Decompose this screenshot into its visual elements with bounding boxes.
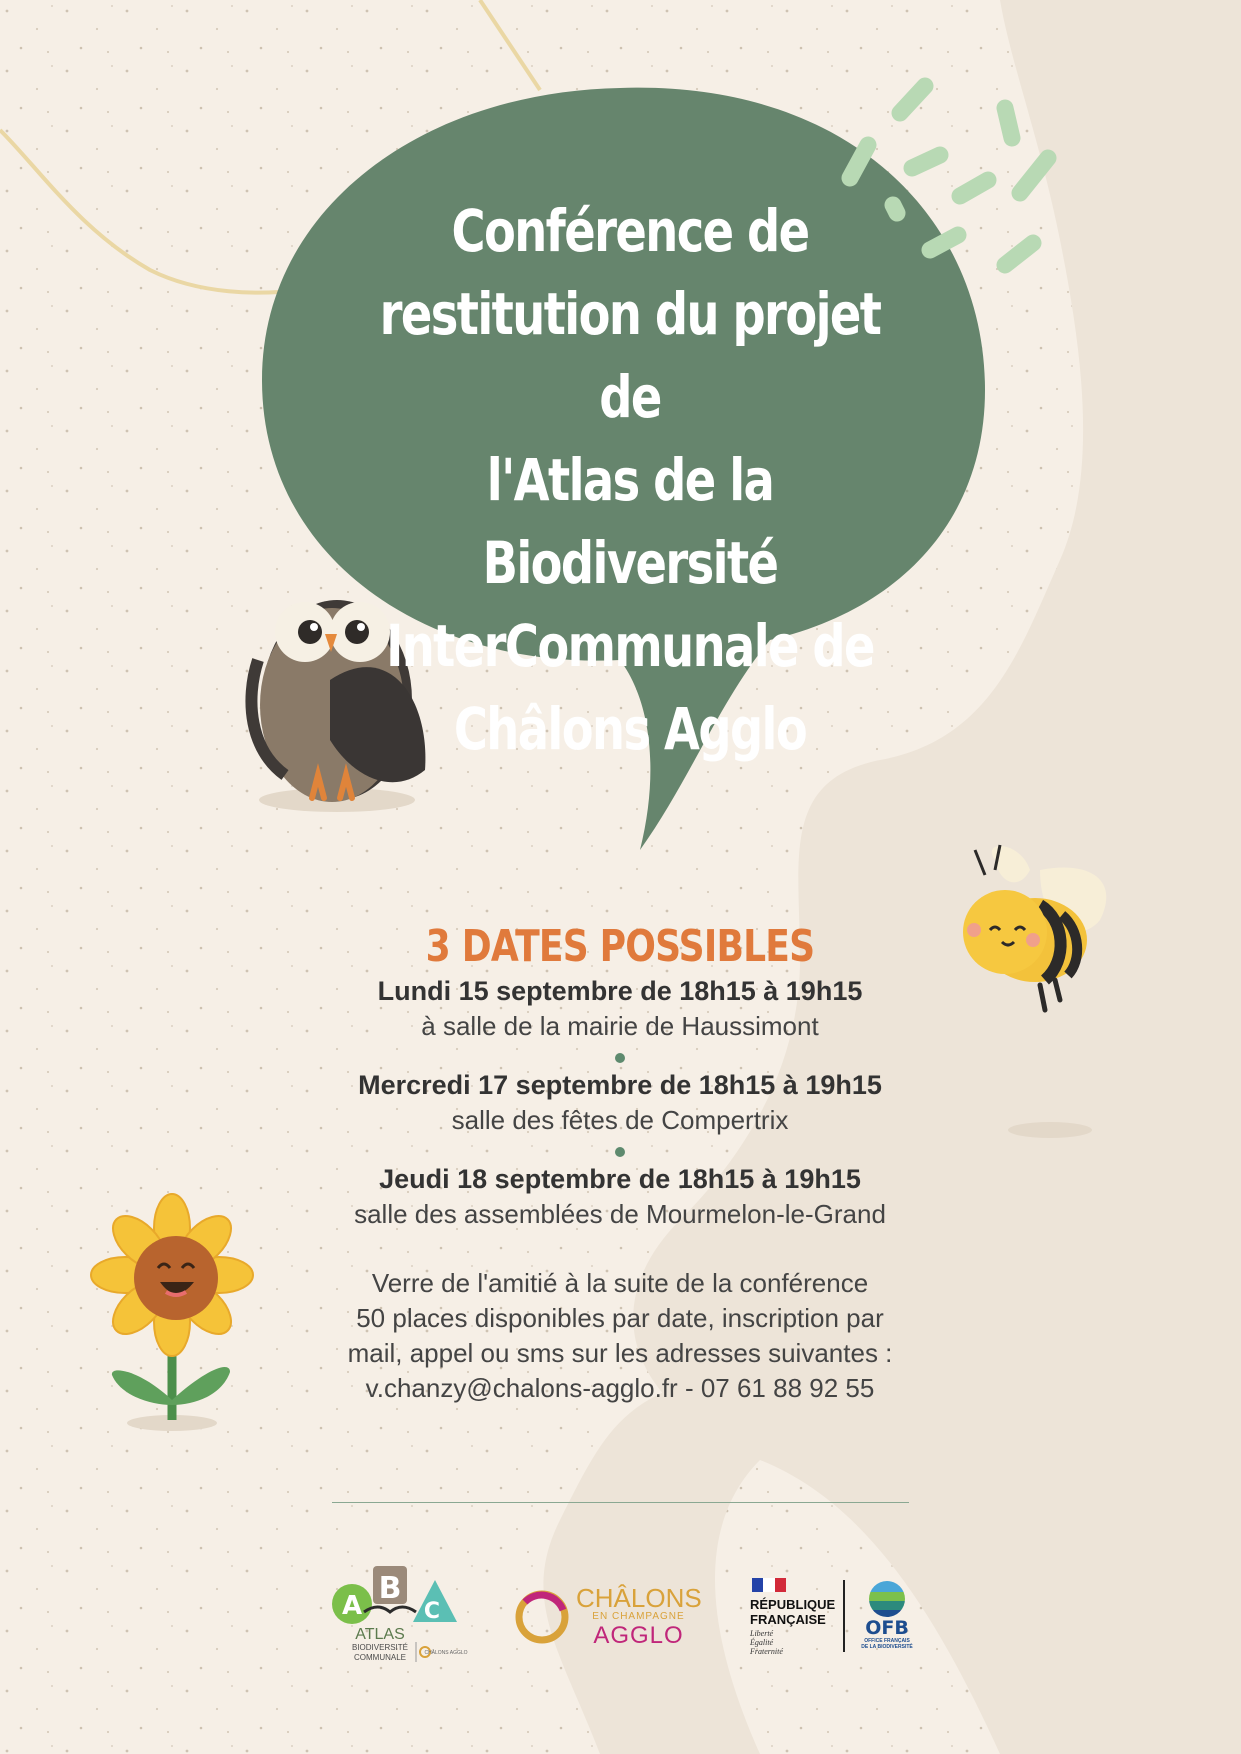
event-item	[300, 1162, 940, 1232]
event-place: salle des assemblées de Mourmelon-le-Grand	[354, 1199, 886, 1229]
separator-dot	[615, 1147, 625, 1157]
rf-motto2: Égalité	[750, 1638, 774, 1647]
ofb-sub2: DE LA BIODIVERSITÉ	[861, 1644, 913, 1650]
marianne-flag-icon	[752, 1578, 786, 1592]
title-line: InterCommunale de	[386, 612, 874, 680]
abc-biodiversite: BIODIVERSITÉ	[351, 1643, 409, 1652]
title-line: Conférence de	[451, 197, 809, 265]
info-line: Verre de l'amitié à la suite de la conférence	[371, 1268, 869, 1298]
rf-line2: FRANÇAISE	[750, 1612, 826, 1627]
event-place: à salle de la mairie de Haussimont	[421, 1011, 819, 1041]
abc-letter-c: C	[423, 1599, 441, 1624]
rf-line1: RÉPUBLIQUE	[750, 1597, 836, 1612]
title-line: l'Atlas de la Biodiversité	[482, 446, 778, 597]
event-date: Lundi 15 septembre de 18h15 à 19h15	[377, 976, 863, 1006]
info-block	[300, 1266, 940, 1406]
abc-letter-a: A	[341, 1591, 363, 1621]
abc-communale: COMMUNALE	[353, 1653, 407, 1662]
chalons-line3: AGGLO	[593, 1622, 684, 1649]
info-line: mail, appel ou sms sur les adresses suivantes :	[347, 1338, 893, 1368]
abc-partner-text: CHÂLONS AGGLO	[424, 1650, 468, 1656]
abc-atlas-word: ATLAS	[355, 1626, 405, 1643]
logo-divider	[843, 1580, 845, 1652]
chalons-agglo-logo	[513, 1582, 702, 1652]
chalons-line2: EN CHAMPAGNE	[592, 1611, 685, 1622]
ofb-logo	[852, 1580, 922, 1655]
dates-heading: 3 DATES POSSIBLES	[425, 921, 815, 972]
ofb-circle-icon	[868, 1580, 906, 1618]
ofb-sub1: OFFICE FRANÇAIS	[864, 1638, 910, 1644]
abc-letter-b: B	[378, 1571, 402, 1606]
chalons-line1: CHÂLONS	[576, 1583, 702, 1613]
event-item	[300, 974, 940, 1044]
abc-atlas-logo	[328, 1562, 468, 1667]
dates-section	[300, 920, 940, 1406]
rf-motto3: Fraternité	[750, 1647, 783, 1656]
title-line: Châlons Agglo	[453, 695, 807, 763]
event-date: Mercredi 17 septembre de 18h15 à 19h15	[358, 1070, 882, 1100]
event-place: salle des fêtes de Compertrix	[451, 1105, 789, 1135]
footer-divider	[332, 1502, 909, 1503]
conference-title	[358, 190, 902, 771]
title-line: restitution du projet de	[379, 280, 881, 431]
ofb-name: OFB	[865, 1617, 909, 1639]
event-item	[300, 1068, 940, 1138]
republique-francaise-logo	[750, 1578, 840, 1658]
separator-dot	[615, 1053, 625, 1063]
contact-line[interactable]: v.chanzy@chalons-agglo.fr - 07 61 88 92 55	[365, 1373, 875, 1403]
event-date: Jeudi 18 septembre de 18h15 à 19h15	[379, 1164, 861, 1194]
info-line: 50 places disponibles par date, inscription par	[356, 1303, 884, 1333]
rf-motto1: Liberté	[750, 1629, 774, 1638]
